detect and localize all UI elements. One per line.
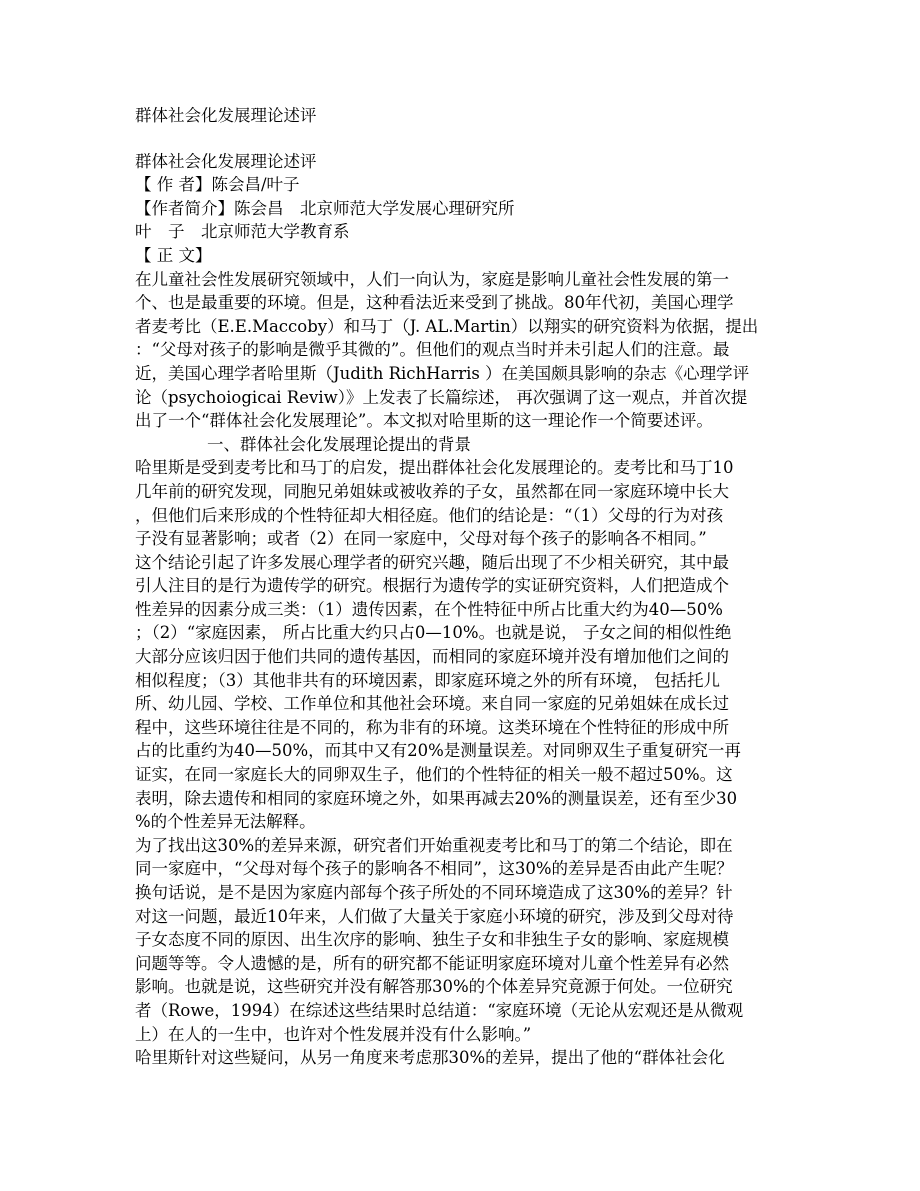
article-title: 群体社会化发展理论述评 [135, 151, 317, 171]
text-line: 证实，在同一家庭长大的同卵双生子，他们的个性特征的相关一般不超过50%。这 [135, 765, 733, 785]
body-label: 【 正 文】 [135, 245, 212, 265]
text-line: 子没有显著影响；或者（2）在同一家庭中，父母对每个孩子的影响各不相同。” [135, 529, 707, 549]
section-heading: 一、群体社会化发展理论提出的背景 [207, 434, 471, 454]
section-body [135, 456, 795, 1069]
text-line: 占的比重约为40—50%，而其中又有20%是测量误差。对同卵双生子重复研究一再 [135, 741, 741, 761]
text-line: 近，美国心理学者哈里斯（Judith RichHarris ）在美国颇具影响的杂志《心理学评 [135, 363, 750, 383]
text-line: 相似程度；（3）其他非共有的环境因素，即家庭环境之外的所有环境， 包括托儿 [135, 670, 720, 690]
text-line: 影响。也就是说，这些研究并没有解答那30%的个体差异究竟源于何处。一位研究 [135, 977, 733, 997]
text-line: 个、也是最重要的环境。但是，这种看法近来受到了挑战。80年代初，美国心理学 [135, 293, 734, 313]
text-line: 表明，除去遗传和相同的家庭环境之外，如果再减去20%的测量误差，还有至少30 [135, 788, 738, 808]
text-line: 同一家庭中，“父母对每个孩子的影响各不相同”，这30%的差异是否由此产生呢？ [135, 859, 734, 879]
text-line: 对这一问题，最近10年来，人们做了大量关于家庭小环境的研究，涉及到父母对待 [135, 906, 734, 926]
text-line: 子女态度不同的原因、出生次序的影响、独生子女和非独生子女的影响、家庭规模 [135, 930, 729, 950]
text-line: ，但他们后来形成的个性特征却大相径庭。他们的结论是：“（1）父母的行为对孩 [135, 505, 724, 525]
text-line: 几年前的研究发现，同胞兄弟姐妹或被收养的子女，虽然都在同一家庭环境中长大 [135, 481, 729, 501]
document-page [135, 104, 795, 1070]
author-line: 【 作 者】陈会昌/叶子 [135, 175, 300, 195]
text-line: 所、幼儿园、学校、工作单位和其他社会环境。来自同一家庭的兄弟姐妹在成长过 [135, 694, 729, 714]
document-title: 群体社会化发展理论述评 [135, 106, 317, 125]
intro-paragraph [135, 268, 795, 433]
author-intro-line: 【作者简介】陈会昌 北京师范大学发展心理研究所 [135, 198, 515, 218]
text-line: 问题等等。令人遗憾的是，所有的研究都不能证明家庭环境对儿童个性差异有必然 [135, 953, 729, 973]
text-line: 引人注目的是行为遗传学的研究。根据行为遗传学的实证研究资料，人们把造成个 [135, 576, 729, 596]
text-line: 为了找出这30%的差异来源，研究者们开始重视麦考比和马丁的第二个结论，即在 [135, 835, 733, 855]
text-line: ：“父母对孩子的影响是微乎其微的”。但他们的观点当时并未引起人们的注意。最 [135, 340, 730, 360]
text-line: 在儿童社会性发展研究领域中，人们一向认为，家庭是影响儿童社会性发展的第一 [135, 269, 729, 289]
text-line: 上）在人的一生中，也许对个性发展并没有什么影响。” [135, 1024, 532, 1044]
text-line: %的个性差异无法解释。 [135, 812, 316, 832]
text-line: 者（Rowe，1994）在综述这些结果时总结道：“家庭环境（无论从宏观还是从微观 [135, 1000, 744, 1020]
text-line: 论（psychoiogicai Reviw）》上发表了长篇综述， 再次强调了这一观点，并首次提 [135, 387, 748, 407]
text-line: 者麦考比（E.E.Maccoby）和马丁（J. AL.Martin）以翔实的研究资料为依据，提出 [135, 316, 759, 336]
text-line: ；（2）“家庭因素， 所占比重大约只占0—10%。也就是说， 子女之间的相似性绝 [135, 623, 732, 643]
text-line: 性差异的因素分成三类：（1）遗传因素，在个性特征中所占比重大约为40—50% [135, 599, 723, 619]
text-line: 出了一个“群体社会化发展理论”。本文拟对哈里斯的这一理论作一个简要述评。 [135, 411, 713, 431]
text-line: 哈里斯是受到麦考比和马丁的启发，提出群体社会化发展理论的。麦考比和马丁10 [135, 458, 734, 478]
author-intro-line-2: 叶 子 北京师范大学教育系 [135, 222, 350, 242]
text-line: 哈里斯针对这些疑问，从另一角度来考虑那30%的差异，提出了他的“群体社会化 [135, 1048, 725, 1068]
text-line: 这个结论引起了许多发展心理学者的研究兴趣，随后出现了不少相关研究，其中最 [135, 552, 729, 572]
text-line: 换句话说，是不是因为家庭内部每个孩子所处的不同环境造成了这30%的差异？针 [135, 883, 733, 902]
article-header [135, 150, 795, 268]
text-line: 大部分应该归因于他们共同的遗传基因，而相同的家庭环境并没有增加他们之间的 [135, 647, 729, 667]
text-line: 程中，这些环境往往是不同的，称为非有的环境。这类环境在个性特征的形成中所 [135, 717, 729, 737]
